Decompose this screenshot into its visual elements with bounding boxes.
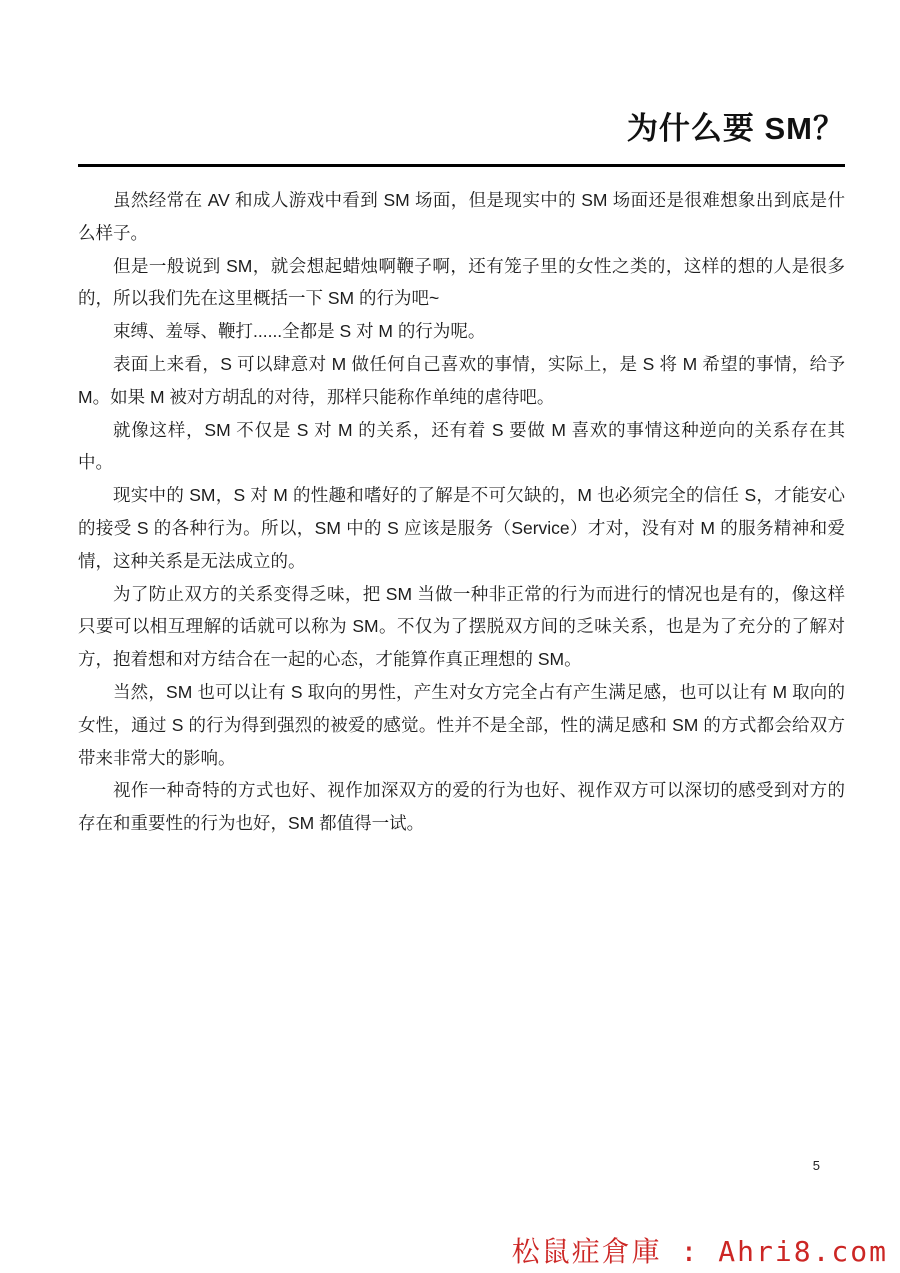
page-number: 5 xyxy=(812,1158,820,1173)
paragraph: 虽然经常在 AV 和成人游戏中看到 SM 场面，但是现实中的 SM 场面还是很难想象出到底是什么样子。 xyxy=(78,190,845,243)
paragraph: 现实中的 SM，S 对 M 的性趣和嗜好的了解是不可欠缺的，M 也必须完全的信任 S，才能安心的接受 S 的各种行为。所以，SM 中的 S 应该是服务（Service）才对，没有对 M 的服务精神和爱情，这种关系是无法成立的。 xyxy=(78,485,845,571)
title-rule xyxy=(78,164,845,167)
watermark: 松鼠症倉庫 : Ahri8.com xyxy=(511,1235,888,1268)
paragraph: 视作一种奇特的方式也好、视作加深双方的爱的行为也好、视作双方可以深切的感受到对方的存在和重要性的行为也好，SM 都值得一试。 xyxy=(78,780,845,834)
paragraph: 当然，SM 也可以让有 S 取向的男性，产生对女方完全占有产生满足感，也可以让有 M 取向的女性，通过 S 的行为得到强烈的被爱的感觉。性并不是全部，性的满足感和 SM 的方式都会给双方带来非常大的影响。 xyxy=(78,681,845,768)
paragraph: 束缚、羞辱、鞭打......全都是 S 对 M 的行为呢。 xyxy=(113,321,486,342)
page-title: 为什么要 SM？ xyxy=(626,111,845,146)
page-content xyxy=(78,103,845,840)
paragraph: 表面上来看，S 可以肆意对 M 做任何自己喜欢的事情，实际上，是 S 将 M 希望的事情，给予 M。如果 M 被对方胡乱的对待，那样只能称作单纯的虐待吧。 xyxy=(78,353,845,407)
paragraph: 为了防止双方的关系变得乏味，把 SM 当做一种非正常的行为而进行的情况也是有的，像这样只要可以相互理解的话就可以称为 SM。不仅为了摆脱双方间的乏味关系，也是为了充分的了解对方，抱着想和对方结合在一起的心态，才能算作真正理想的 SM。 xyxy=(78,583,845,670)
paragraph: 就像这样，SM 不仅是 S 对 M 的关系，还有着 S 要做 M 喜欢的事情这种逆向的关系存在其中。 xyxy=(78,419,845,473)
body-text xyxy=(78,184,845,840)
paragraph: 但是一般说到 SM，就会想起蜡烛啊鞭子啊，还有笼子里的女性之类的，这样的想的人是很多的，所以我们先在这里概括一下 SM 的行为吧~ xyxy=(78,255,845,309)
